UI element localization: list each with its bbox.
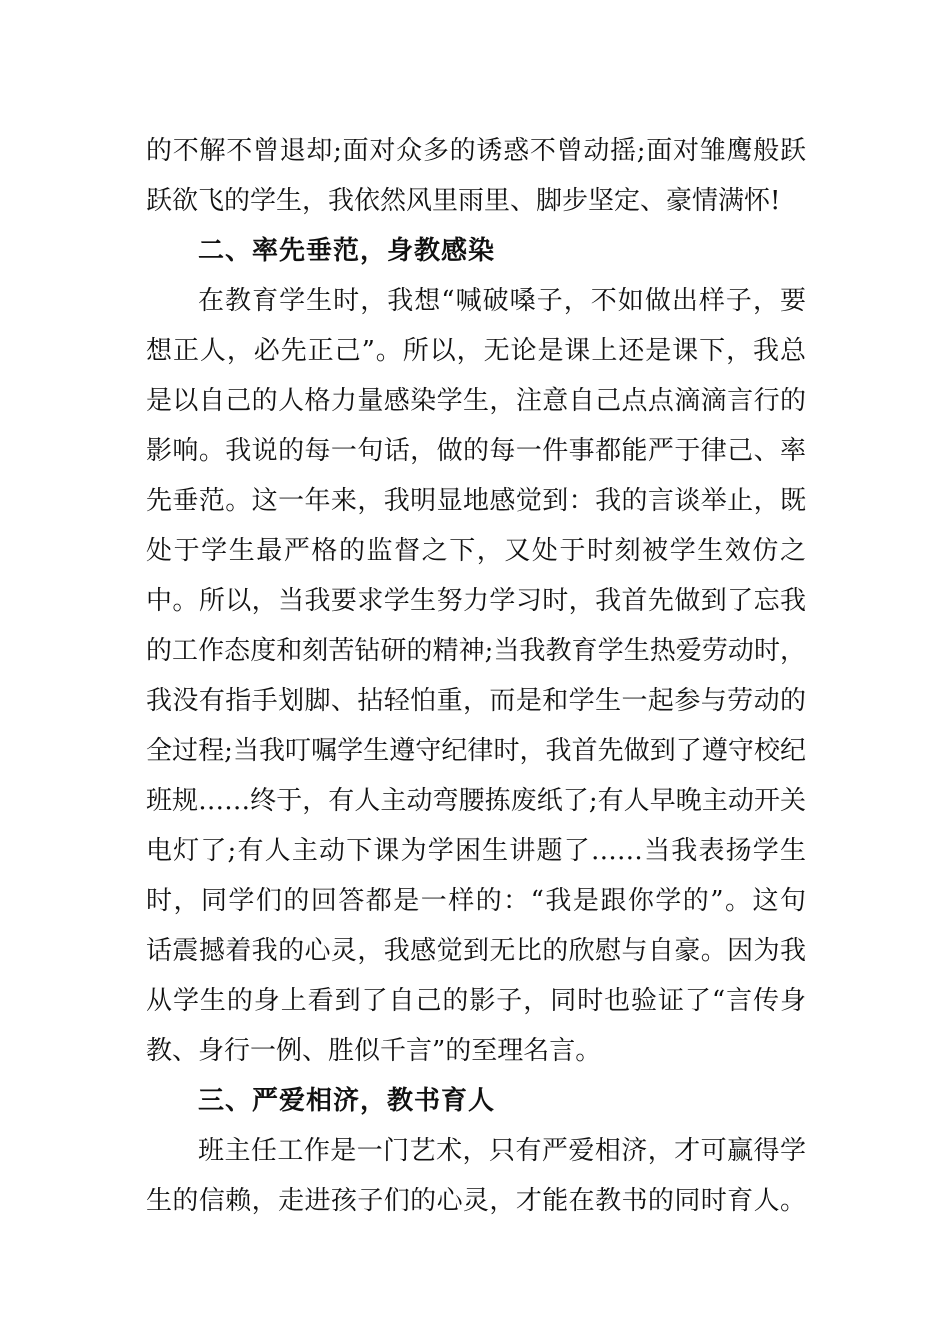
body-text-line: 中。所以，当我要求学生努力学习时，我首先做到了忘我 [146,586,806,616]
body-text-line: 话震撼着我的心灵，我感觉到无比的欣慰与自豪。因为我 [146,936,806,966]
body-text-line: 生的信赖，走进孩子们的心灵，才能在教书的同时育人。 [146,1186,806,1216]
body-text-line: 时，同学们的回答都是一样的：“我是跟你学的”。这句 [146,886,806,916]
body-text-line: 教、身行一例、胜似千言”的至理名言。 [146,1036,602,1066]
body-text-line: 的工作态度和刻苦钻研的精神;当我教育学生热爱劳动时， [146,636,806,666]
body-text-line: 影响。我说的每一句话，做的每一件事都能严于律己、率 [146,436,806,466]
body-text-line: 想正人，必先正己”。所以，无论是课上还是课下，我总 [146,336,806,366]
body-text-line: 全过程;当我叮嘱学生遵守纪律时，我首先做到了遵守校纪 [146,736,806,766]
body-text-line: 跃欲飞的学生，我依然风里雨里、脚步坚定、豪情满怀! [146,186,781,216]
body-text-line: 在教育学生时，我想“喊破嗓子，不如做出样子，要 [198,286,806,316]
body-text-line: 先垂范。这一年来，我明显地感觉到：我的言谈举止，既 [146,486,806,516]
body-text-line: 的不解不曾退却;面对众多的诱惑不曾动摇;面对雏鹰般跃 [146,136,806,166]
body-text-line: 是以自己的人格力量感染学生，注意自己点点滴滴言行的 [146,386,806,416]
body-text-line: 班规……终于，有人主动弯腰拣废纸了;有人早晚主动开关 [146,786,806,816]
body-text-line: 我没有指手划脚、拈轻怕重，而是和学生一起参与劳动的 [146,686,806,716]
body-text-line: 电灯了;有人主动下课为学困生讲题了……当我表扬学生 [146,836,806,866]
body-text-line: 班主任工作是一门艺术，只有严爱相济，才可赢得学 [198,1136,806,1166]
body-text-line: 从学生的身上看到了自己的影子，同时也验证了“言传身 [146,986,806,1016]
body-text-line: 处于学生最严格的监督之下，又处于时刻被学生效仿之 [146,536,806,566]
section-heading-3: 三、严爱相济，教书育人 [198,1086,496,1116]
section-heading-2: 二、率先垂范，身教感染 [198,236,496,266]
